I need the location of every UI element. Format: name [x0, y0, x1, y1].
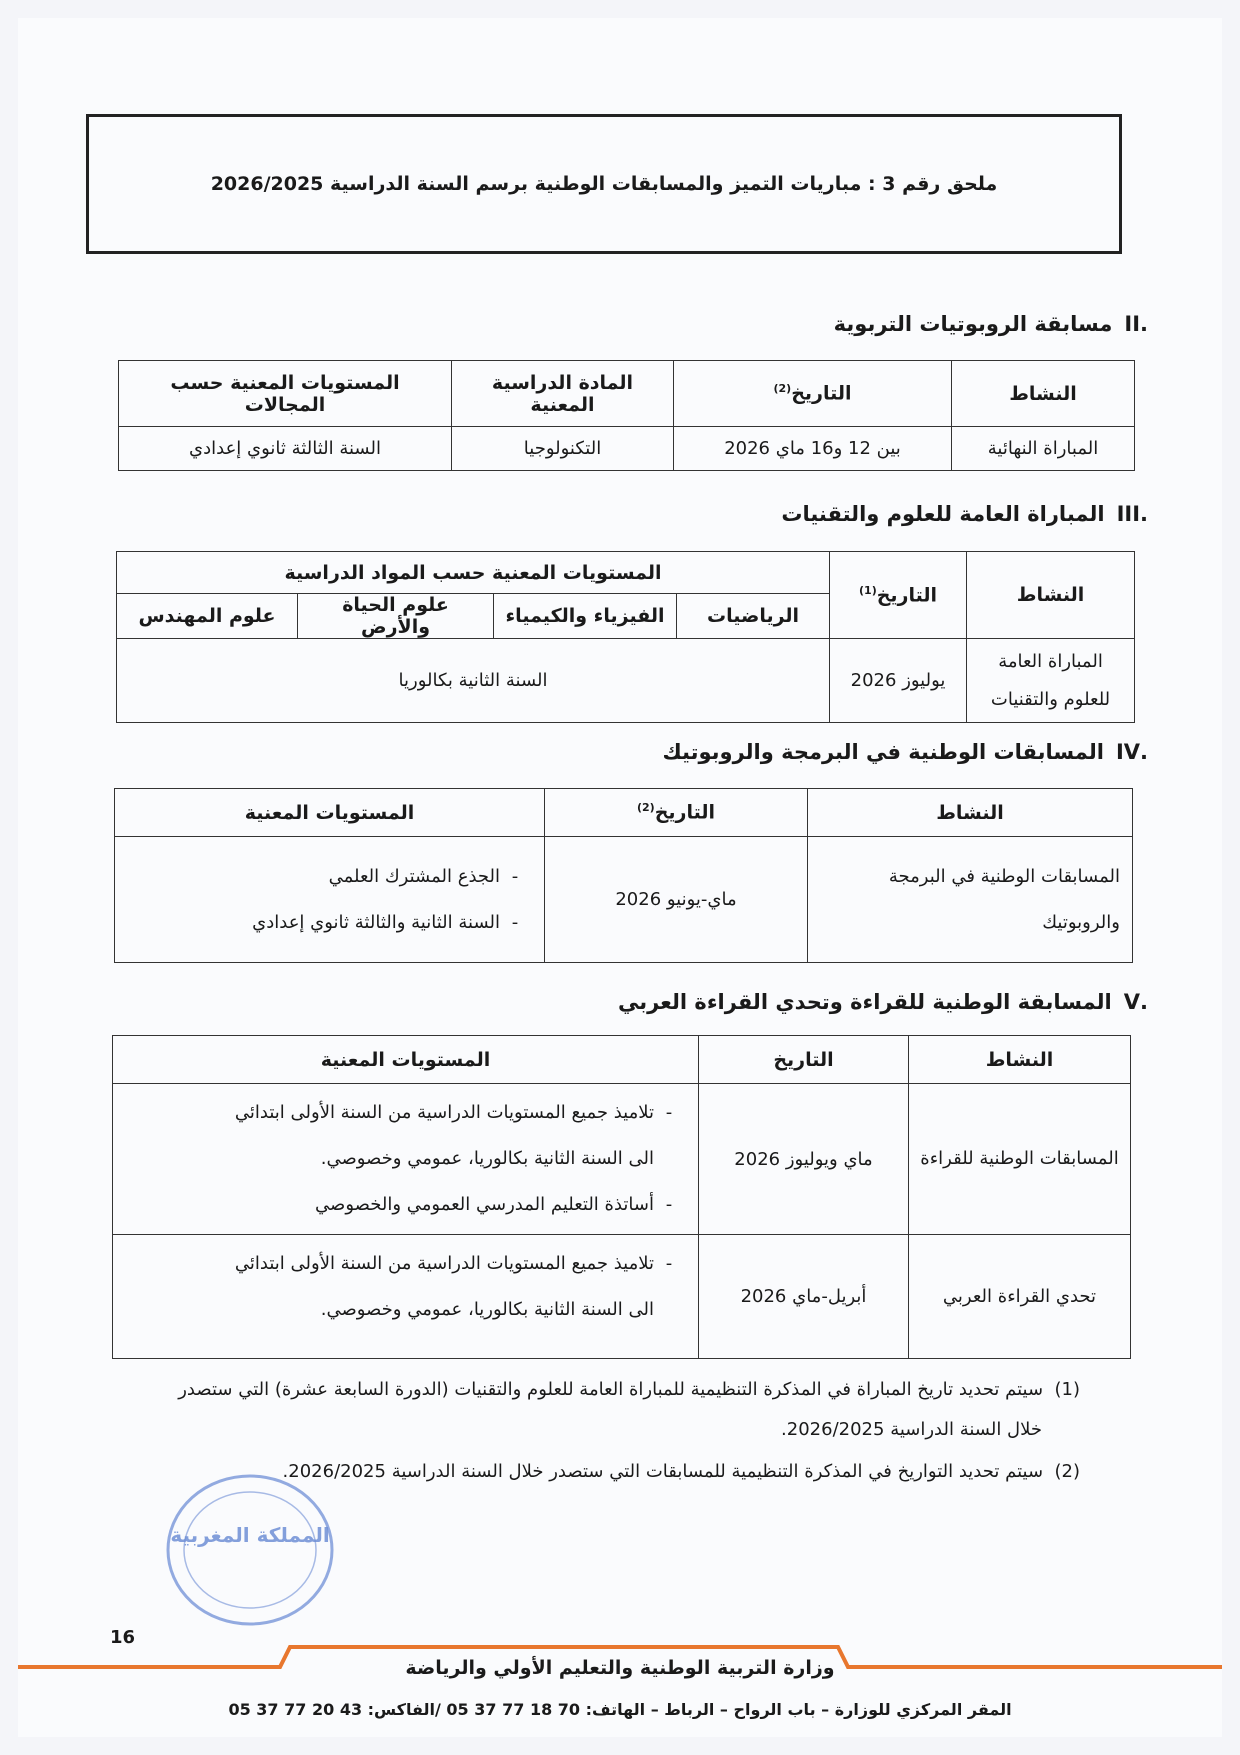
section-2-number: .II [1124, 312, 1148, 336]
subject-math: الرياضيات [677, 594, 830, 639]
list-item-continuation: الى السنة الثانية بكالوريا، عمومي وخصوصي. [320, 1299, 654, 1320]
header-activity: النشاط [967, 552, 1135, 639]
subject-physics-chemistry: الفيزياء والكيمياء [494, 594, 677, 639]
cell-subject: التكنولوجيا [452, 427, 674, 471]
section-4-title: المسابقات الوطنية في البرمجة والروبوتيك [662, 740, 1104, 764]
cell-levels [115, 837, 545, 963]
table-row [113, 1235, 1131, 1359]
header-subject: المادة الدراسية المعنية [452, 361, 674, 427]
cell-date: أبريل-ماي 2026 [699, 1235, 909, 1359]
list-item: - السنة الثانية والثالثة ثانوي إعدادي [252, 911, 519, 933]
section-4-number: .IV [1115, 740, 1148, 764]
footnote-1: (1) سيتم تحديد تاريخ المباراة في المذكرة التنظيمية للمباراة العامة للعلوم والتقنيات (الدورة السابعة عشرة) التي ستصدر خلال السنة الدراسية 2026/2025. [178, 1379, 1080, 1440]
header-date: التاريخ$^{(2)}$ [545, 789, 808, 837]
section-4-heading [662, 740, 1148, 764]
header-activity: النشاط [952, 361, 1135, 427]
cell-level: السنة الثانية بكالوريا [117, 639, 830, 723]
section-3-heading [781, 502, 1148, 526]
subject-life-earth: علوم الحياة والأرض [298, 594, 494, 639]
stamp-text: المملكة المغربية [170, 1523, 330, 1547]
section-5-heading [618, 990, 1148, 1014]
header-activity: النشاط [808, 789, 1133, 837]
cell-levels [113, 1235, 699, 1359]
section-2-heading [834, 312, 1148, 336]
header-levels: المستويات المعنية [113, 1036, 699, 1084]
ministry-name: وزارة التربية الوطنية والتعليم الأولي والرياضة [405, 1657, 835, 1679]
cell-activity: المسابقات الوطنية للقراءة [909, 1084, 1131, 1235]
cell-date: بين 12 و16 ماي 2026 [674, 427, 952, 471]
page-number: 16 [110, 1627, 136, 1648]
list-item-continuation: الى السنة الثانية بكالوريا، عمومي وخصوصي. [320, 1148, 654, 1169]
list-item: - تلاميذ جميع المستويات الدراسية من السنة الأولى ابتدائي [234, 1253, 673, 1274]
footnote-2: (2) سيتم تحديد التواريخ في المذكرة التنظيمية للمسابقات التي ستصدر خلال السنة الدراسية 2026/2025. [282, 1461, 1080, 1482]
list-item: - الجذع المشترك العلمي [328, 865, 519, 887]
cell-activity: المباراة النهائية [952, 427, 1135, 471]
table-row [113, 1084, 1131, 1235]
cell-activity: المباراة العامة للعلوم والتقنيات [967, 639, 1135, 723]
header-date: التاريخ$^{(2)}$ [674, 361, 952, 427]
programming-table [114, 788, 1133, 963]
header-levels: المستويات المعنية حسب المجالات [119, 361, 452, 427]
annex-title: ملحق رقم 3 : مباريات التميز والمسابقات الوطنية برسم السنة الدراسية 2026/2025 [210, 173, 998, 195]
ministry-address: المقر المركزي للوزارة – باب الرواح – الرباط – الهاتف: 70 18 77 37 05 /الفاكس: 43 20 77 37 05 [228, 1700, 1012, 1719]
list-item: - تلاميذ جميع المستويات الدراسية من السنة الأولى ابتدائي [234, 1102, 673, 1123]
list-item: - أساتذة التعليم المدرسي العمومي والخصوصي [315, 1194, 673, 1215]
subject-engineering: علوم المهندس [117, 594, 298, 639]
cell-activity: تحدي القراءة العربي [909, 1235, 1131, 1359]
header-levels: المستويات المعنية [115, 789, 545, 837]
cell-date: ماي-يونيو 2026 [545, 837, 808, 963]
section-3-number: .III [1116, 502, 1148, 526]
section-3-title: المباراة العامة للعلوم والتقنيات [781, 502, 1105, 526]
section-2-title: مسابقة الروبوتيات التربوية [833, 312, 1113, 336]
section-5-title: المسابقة الوطنية للقراءة وتحدي القراءة العربي [617, 990, 1112, 1014]
section-5-number: .V [1123, 990, 1148, 1014]
header-date: التاريخ [699, 1036, 909, 1084]
cell-date: يوليوز 2026 [830, 639, 967, 723]
cell-activity: المسابقات الوطنية في البرمجة والروبوتيك [808, 837, 1133, 963]
science-table [116, 551, 1135, 723]
header-levels-by-subject: المستويات المعنية حسب المواد الدراسية [117, 552, 830, 594]
cell-levels [113, 1084, 699, 1235]
annex-title-box [86, 114, 1122, 254]
cell-levels: السنة الثالثة ثانوي إعدادي [119, 427, 452, 471]
header-date: التاريخ$^{(1)}$ [830, 552, 967, 639]
cell-date: ماي ويوليوز 2026 [699, 1084, 909, 1235]
reading-table [112, 1035, 1131, 1359]
robotics-table [118, 360, 1135, 471]
header-activity: النشاط [909, 1036, 1131, 1084]
official-stamp [160, 1470, 340, 1630]
